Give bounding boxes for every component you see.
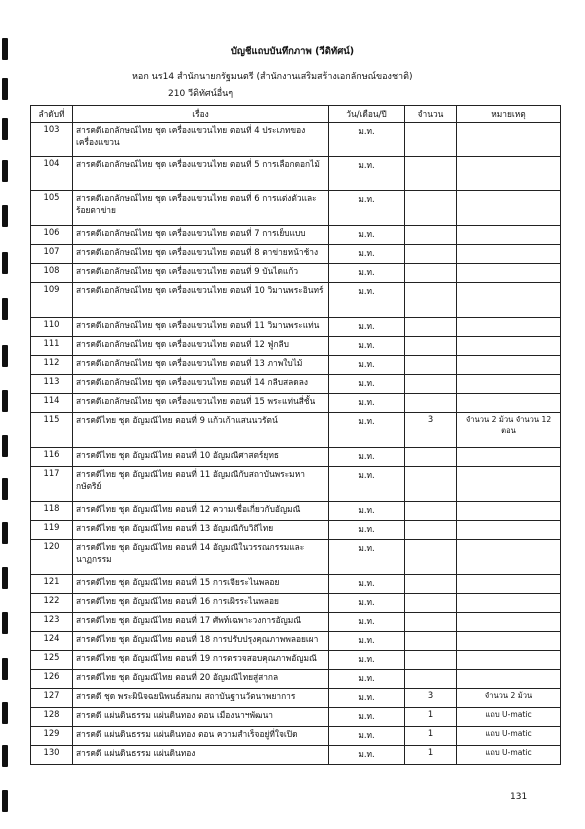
item-remarks: แถบ U-matic: [457, 727, 561, 746]
item-remarks: [457, 594, 561, 613]
item-remarks: [457, 575, 561, 594]
item-number: 108: [31, 264, 73, 283]
item-number: 115: [31, 413, 73, 448]
item-number: 109: [31, 283, 73, 318]
binding-mark: [2, 298, 8, 320]
item-quantity: [405, 123, 457, 157]
item-quantity: [405, 375, 457, 394]
table-row: [31, 670, 561, 689]
table-row: [31, 651, 561, 670]
header-remarks: หมายเหตุ: [457, 106, 561, 123]
item-quantity: [405, 191, 457, 226]
item-title: สารคดีเอกลักษณ์ไทย ชุด เครื่องแขวนไทย ตอนที่ 4 ประเภทของเครื่องแขวน: [73, 123, 329, 157]
table-row: [31, 689, 561, 708]
item-remarks: [457, 375, 561, 394]
item-title: สารคดีไทย ชุด อัญมณีไทย ตอนที่ 18 การปรับปรุงคุณภาพพลอยเผา: [73, 632, 329, 651]
item-quantity: 1: [405, 727, 457, 746]
item-number: 124: [31, 632, 73, 651]
item-remarks: [457, 521, 561, 540]
item-number: 128: [31, 708, 73, 727]
item-title: สารคดีเอกลักษณ์ไทย ชุด เครื่องแขวนไทย ตอนที่ 10 วิมานพระอินทร์: [73, 283, 329, 318]
item-number: 114: [31, 394, 73, 413]
item-quantity: [405, 632, 457, 651]
item-remarks: จำนวน 2 ม้วน: [457, 689, 561, 708]
table-row: [31, 394, 561, 413]
binding-mark: [2, 478, 8, 500]
item-title: สารคดีเอกลักษณ์ไทย ชุด เครื่องแขวนไทย ตอนที่ 5 การเลือกดอกไม้: [73, 157, 329, 191]
table-body: [31, 123, 561, 765]
item-number: 129: [31, 727, 73, 746]
item-quantity: [405, 264, 457, 283]
binding-mark: [2, 658, 8, 680]
item-quantity: [405, 283, 457, 318]
table-row: [31, 448, 561, 467]
binding-mark: [2, 390, 8, 412]
table-row: [31, 157, 561, 191]
item-title: สารคดีเอกลักษณ์ไทย ชุด เครื่องแขวนไทย ตอนที่ 6 การแต่งตัวและร้อยตาข่าย: [73, 191, 329, 226]
item-date: ม.ท.: [329, 375, 405, 394]
item-title: สารคดีไทย ชุด อัญมณีไทย ตอนที่ 9 แก้วเก้าแสนนวรัตน์: [73, 413, 329, 448]
item-number: 103: [31, 123, 73, 157]
item-remarks: [457, 502, 561, 521]
item-remarks: [457, 651, 561, 670]
item-quantity: [405, 448, 457, 467]
item-remarks: [457, 264, 561, 283]
item-title: สารคดีไทย ชุด อัญมณีไทย ตอนที่ 16 การเผิรระไนพลอย: [73, 594, 329, 613]
item-number: 104: [31, 157, 73, 191]
item-title: สารคดีเอกลักษณ์ไทย ชุด เครื่องแขวนไทย ตอนที่ 14 กลีบสลดลง: [73, 375, 329, 394]
item-number: 119: [31, 521, 73, 540]
item-date: ม.ท.: [329, 708, 405, 727]
item-title: สารคดี แผ่นดินธรรม แผ่นดินทอง ตอน เมืองนาฯพัฒนา: [73, 708, 329, 727]
table-row: [31, 594, 561, 613]
item-remarks: [457, 356, 561, 375]
item-title: สารคดีไทย ชุด อัญมณีไทย ตอนที่ 15 การเจียระไนพลอย: [73, 575, 329, 594]
item-date: ม.ท.: [329, 337, 405, 356]
item-number: 123: [31, 613, 73, 632]
section-heading: 210 วีดิทัศน์อื่นๆ: [168, 89, 234, 99]
item-date: ม.ท.: [329, 540, 405, 575]
item-title: สารคดีเอกลักษณ์ไทย ชุด เครื่องแขวนไทย ตอนที่ 7 การเย็บแบบ: [73, 226, 329, 245]
item-remarks: [457, 448, 561, 467]
binding-mark: [2, 345, 8, 367]
item-date: ม.ท.: [329, 746, 405, 765]
table-row: [31, 191, 561, 226]
item-number: 116: [31, 448, 73, 467]
item-quantity: [405, 502, 457, 521]
item-title: สารคดีเอกลักษณ์ไทย ชุด เครื่องแขวนไทย ตอนที่ 15 พระแท่นสี่ชั้น: [73, 394, 329, 413]
table-row: [31, 746, 561, 765]
table-row: [31, 264, 561, 283]
item-remarks: [457, 191, 561, 226]
item-remarks: [457, 245, 561, 264]
item-remarks: จำนวน 2 ม้วน จำนวน 12 ตอน: [457, 413, 561, 448]
item-date: ม.ท.: [329, 651, 405, 670]
item-date: ม.ท.: [329, 157, 405, 191]
table-row: [31, 318, 561, 337]
item-remarks: [457, 540, 561, 575]
item-quantity: [405, 521, 457, 540]
item-quantity: 3: [405, 689, 457, 708]
item-number: 121: [31, 575, 73, 594]
item-title: สารคดี แผ่นดินธรรม แผ่นดินทอง ตอน ความสำเร็จอยู่ที่ใจเปิด: [73, 727, 329, 746]
item-title: สารคดีไทย ชุด อัญมณีไทย ตอนที่ 14 อัญมณีในวรรณกรรมและนาฏกรรม: [73, 540, 329, 575]
binding-mark: [2, 252, 8, 274]
item-date: ม.ท.: [329, 318, 405, 337]
item-remarks: [457, 467, 561, 502]
item-title: สารคดีไทย ชุด อัญมณีไทย ตอนที่ 20 อัญมณีไทยสู่สากล: [73, 670, 329, 689]
binding-marks: [0, 0, 12, 829]
item-title: สารคดีเอกลักษณ์ไทย ชุด เครื่องแขวนไทย ตอนที่ 8 ตาข่ายหน้าช้าง: [73, 245, 329, 264]
binding-mark: [2, 567, 8, 589]
page-number: 131: [510, 792, 528, 802]
item-title: สารคดีเอกลักษณ์ไทย ชุด เครื่องแขวนไทย ตอนที่ 11 วิมานพระแท่น: [73, 318, 329, 337]
item-date: ม.ท.: [329, 245, 405, 264]
item-quantity: [405, 157, 457, 191]
item-remarks: แถบ U-matic: [457, 746, 561, 765]
item-quantity: [405, 540, 457, 575]
item-title: สารคดีเอกลักษณ์ไทย ชุด เครื่องแขวนไทย ตอนที่ 9 บันไดแก้ว: [73, 264, 329, 283]
item-number: 111: [31, 337, 73, 356]
item-date: ม.ท.: [329, 394, 405, 413]
item-quantity: 1: [405, 746, 457, 765]
item-date: ม.ท.: [329, 670, 405, 689]
item-quantity: [405, 337, 457, 356]
item-date: ม.ท.: [329, 521, 405, 540]
table-row: [31, 727, 561, 746]
item-quantity: [405, 613, 457, 632]
item-title: สารคดีไทย ชุด อัญมณีไทย ตอนที่ 19 การตรวจสอบคุณภาพอัญมณี: [73, 651, 329, 670]
table-row: [31, 467, 561, 502]
document-subtitle: หอก นร14 สำนักนายกรัฐมนตรี (สำนักงานเสริมสร้างเอกลักษณ์ของชาติ): [132, 72, 413, 82]
item-date: ม.ท.: [329, 283, 405, 318]
item-number: 122: [31, 594, 73, 613]
item-number: 117: [31, 467, 73, 502]
item-number: 126: [31, 670, 73, 689]
item-remarks: [457, 613, 561, 632]
item-title: สารคดีไทย ชุด อัญมณีไทย ตอนที่ 13 อัญมณีกับวิถีไทย: [73, 521, 329, 540]
item-date: ม.ท.: [329, 226, 405, 245]
item-number: 113: [31, 375, 73, 394]
item-quantity: [405, 651, 457, 670]
binding-mark: [2, 522, 8, 544]
table-row: [31, 413, 561, 448]
item-title: สารคดี ชุด พระผินิจฉยนิพนธ์สมกม สถาบันฐานวัตนาพยาการ: [73, 689, 329, 708]
item-title: สารคดีไทย ชุด อัญมณีไทย ตอนที่ 12 ความเชื่อเกี่ยวกับอัญมณี: [73, 502, 329, 521]
item-title: สารคดีไทย ชุด อัญมณีไทย ตอนที่ 11 อัญมณีกับสถาบันพระมหากษัตริย์: [73, 467, 329, 502]
item-remarks: แถบ U-matic: [457, 708, 561, 727]
binding-mark: [2, 435, 8, 457]
table-row: [31, 521, 561, 540]
binding-mark: [2, 205, 8, 227]
header-quantity: จำนวน: [405, 106, 457, 123]
binding-mark: [2, 118, 8, 140]
item-date: ม.ท.: [329, 594, 405, 613]
item-date: ม.ท.: [329, 613, 405, 632]
table-row: [31, 540, 561, 575]
item-date: ม.ท.: [329, 123, 405, 157]
item-date: ม.ท.: [329, 264, 405, 283]
table-header-row: [31, 106, 561, 123]
item-date: ม.ท.: [329, 689, 405, 708]
item-quantity: [405, 670, 457, 689]
table-row: [31, 245, 561, 264]
binding-mark: [2, 612, 8, 634]
item-quantity: [405, 594, 457, 613]
item-remarks: [457, 157, 561, 191]
item-date: ม.ท.: [329, 502, 405, 521]
binding-mark: [2, 78, 8, 100]
item-quantity: 3: [405, 413, 457, 448]
item-number: 112: [31, 356, 73, 375]
binding-mark: [2, 702, 8, 724]
item-title: สารคดีเอกลักษณ์ไทย ชุด เครื่องแขวนไทย ตอนที่ 12 ฟู่กลีบ: [73, 337, 329, 356]
item-number: 110: [31, 318, 73, 337]
item-number: 125: [31, 651, 73, 670]
table-row: [31, 356, 561, 375]
item-title: สารคดี แผ่นดินธรรม แผ่นดินทอง: [73, 746, 329, 765]
item-quantity: [405, 245, 457, 264]
item-remarks: [457, 226, 561, 245]
item-remarks: [457, 337, 561, 356]
item-title: สารคดีไทย ชุด อัญมณีไทย ตอนที่ 10 อัญมณีศาสตร์ยุทธ: [73, 448, 329, 467]
item-remarks: [457, 394, 561, 413]
table-row: [31, 123, 561, 157]
item-date: ม.ท.: [329, 575, 405, 594]
item-date: ม.ท.: [329, 727, 405, 746]
item-number: 107: [31, 245, 73, 264]
item-date: ม.ท.: [329, 413, 405, 448]
item-date: ม.ท.: [329, 356, 405, 375]
table-row: [31, 632, 561, 651]
item-quantity: [405, 226, 457, 245]
item-remarks: [457, 318, 561, 337]
item-number: 118: [31, 502, 73, 521]
item-quantity: [405, 318, 457, 337]
item-quantity: [405, 394, 457, 413]
item-remarks: [457, 632, 561, 651]
header-title: เรื่อง: [73, 106, 329, 123]
item-quantity: [405, 575, 457, 594]
item-quantity: [405, 467, 457, 502]
item-number: 120: [31, 540, 73, 575]
item-date: ม.ท.: [329, 448, 405, 467]
item-title: สารคดีไทย ชุด อัญมณีไทย ตอนที่ 17 ศัพท์เฉพาะวงการอัญมณี: [73, 613, 329, 632]
document-title: บัญชีแถบบันทึกภาพ (วีดิทัศน์): [230, 46, 355, 57]
item-date: ม.ท.: [329, 191, 405, 226]
table-row: [31, 226, 561, 245]
table-row: [31, 375, 561, 394]
item-date: ม.ท.: [329, 467, 405, 502]
table-row: [31, 337, 561, 356]
table-row: [31, 613, 561, 632]
table-row: [31, 502, 561, 521]
table-row: [31, 708, 561, 727]
binding-mark: [2, 745, 8, 767]
binding-mark: [2, 790, 8, 812]
item-remarks: [457, 670, 561, 689]
item-number: 106: [31, 226, 73, 245]
item-number: 130: [31, 746, 73, 765]
item-remarks: [457, 123, 561, 157]
item-quantity: 1: [405, 708, 457, 727]
table-row: [31, 283, 561, 318]
item-date: ม.ท.: [329, 632, 405, 651]
table-row: [31, 575, 561, 594]
binding-mark: [2, 160, 8, 182]
item-quantity: [405, 356, 457, 375]
header-no: ลำดับที่: [31, 106, 73, 123]
item-number: 105: [31, 191, 73, 226]
item-title: สารคดีเอกลักษณ์ไทย ชุด เครื่องแขวนไทย ตอนที่ 13 ภาพใบไม้: [73, 356, 329, 375]
item-number: 127: [31, 689, 73, 708]
item-remarks: [457, 283, 561, 318]
header-date: วัน/เดือน/ปี: [329, 106, 405, 123]
video-register-table: [30, 105, 561, 765]
